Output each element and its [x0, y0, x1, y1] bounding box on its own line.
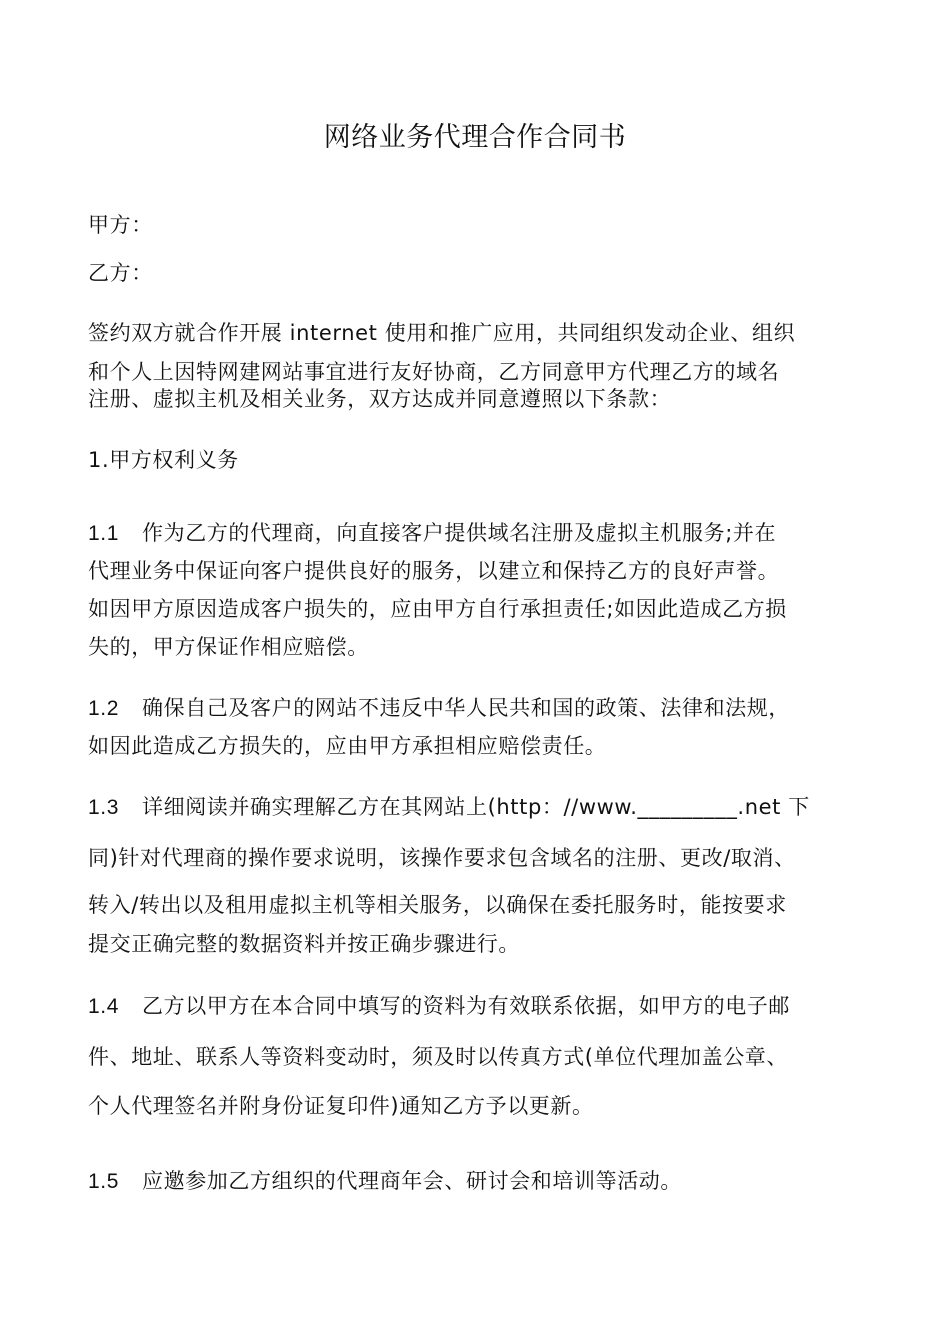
clause-number: 1.2 [88, 697, 119, 720]
clause-line: 如因此造成乙方损失的，应由甲方承担相应赔偿责任。 [88, 734, 607, 758]
clause-text: 乙方以甲方在本合同中填写的资料为有效联系依据，如甲方的电子邮 [142, 994, 790, 1018]
clause-text: 详细阅读并确实理解乙方在其网站上(http：//www._________.net 下 [142, 795, 810, 819]
clause-text: 确保自己及客户的网站不违反中华人民共和国的政策、法律和法规， [142, 696, 790, 720]
party-b-label: 乙方： [88, 261, 153, 285]
clause-number: 1.5 [88, 1170, 119, 1193]
clause-line: 失的，甲方保证作相应赔偿。 [88, 635, 369, 659]
clause-line [88, 792, 810, 823]
clause-text: 作为乙方的代理商，向直接客户提供域名注册及虚拟主机服务;并在 [142, 521, 777, 545]
clause-line: 件、地址、联系人等资料变动时，须及时以传真方式(单位代理加盖公章、 [88, 1045, 788, 1069]
clause-number: 1.4 [88, 995, 119, 1018]
clause-line: 代理业务中保证向客户提供良好的服务，以建立和保持乙方的良好声誉。 [88, 559, 780, 583]
clause-line: 同)针对代理商的操作要求说明，该操作要求包含域名的注册、更改/取消、 [88, 846, 796, 870]
clause-text: 应邀参加乙方组织的代理商年会、研讨会和培训等活动。 [142, 1169, 682, 1193]
party-a-label: 甲方： [88, 213, 153, 237]
clause-number: 1.1 [88, 522, 119, 545]
clause-line [88, 518, 776, 549]
clause-line: 转入/转出以及租用虚拟主机等相关服务，以确保在委托服务时，能按要求 [88, 893, 787, 917]
clause-line: 提交正确完整的数据资料并按正确步骤进行。 [88, 932, 520, 956]
clause-line [88, 1166, 682, 1197]
preamble-line: 注册、虚拟主机及相关业务，双方达成并同意遵照以下条款： [88, 387, 672, 411]
section-heading: 1.甲方权利义务 [88, 448, 239, 472]
clause-number: 1.3 [88, 796, 119, 819]
clause-line: 如因甲方原因造成客户损失的，应由甲方自行承担责任;如因此造成乙方损 [88, 597, 787, 621]
clause-line [88, 693, 790, 724]
document-title: 网络业务代理合作合同书 [323, 122, 627, 153]
clause-line: 个人代理签名并附身份证复印件)通知乙方予以更新。 [88, 1094, 594, 1118]
clause-line [88, 991, 790, 1022]
preamble-line: 和个人上因特网建网站事宜进行友好协商，乙方同意甲方代理乙方的域名 [88, 360, 780, 384]
preamble-line: 签约双方就合作开展 internet 使用和推广应用，共同组织发动企业、组织 [88, 321, 796, 345]
